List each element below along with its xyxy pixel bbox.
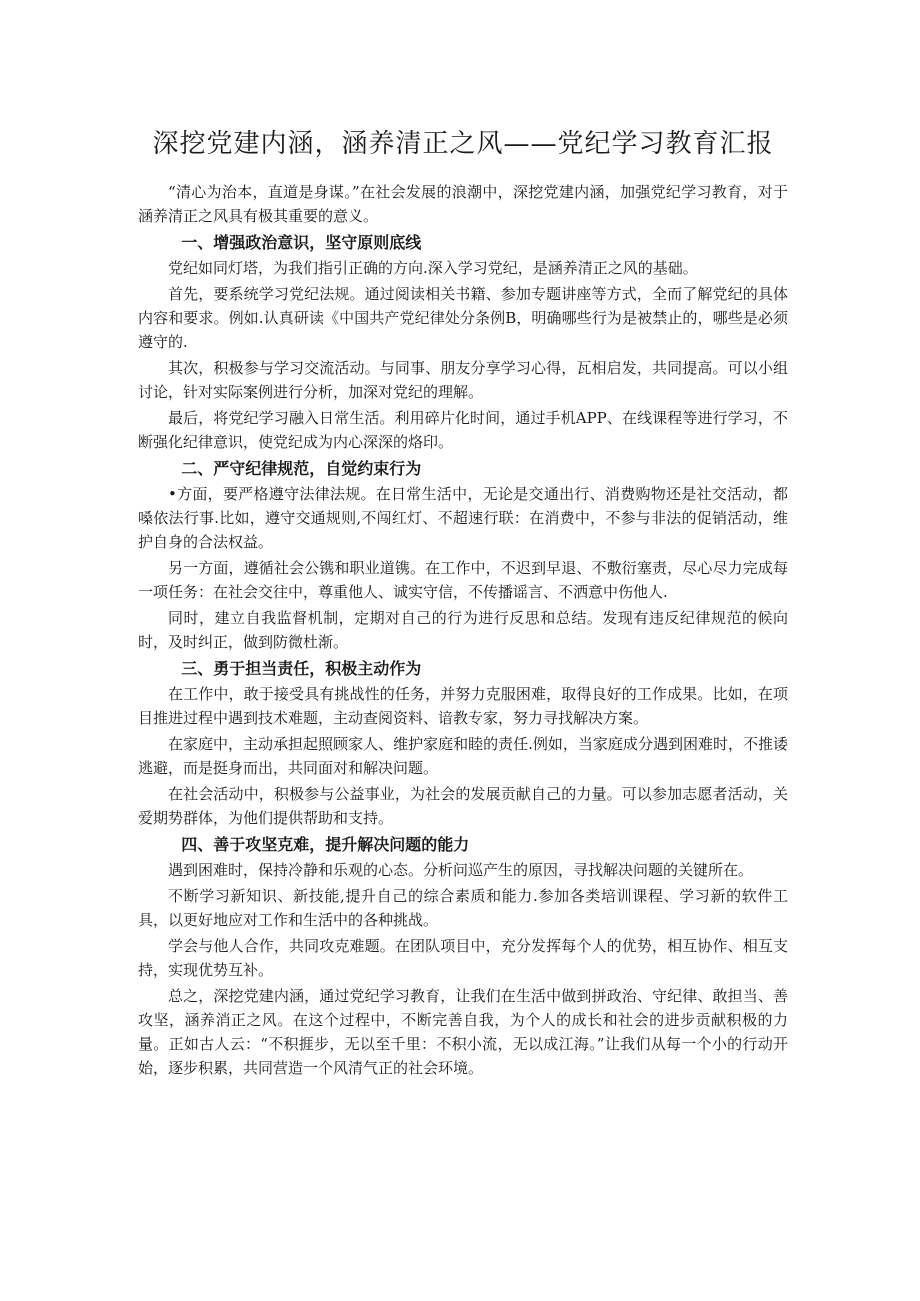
paragraph: 另一方面，遵循社会公镌和职业道镌。在工作中，不迟到早退、不敷衍塞责，尽心尽力完成每一项任务：在社会交往中，尊重他人、诚实守信，不传播谣言、不洒意中伤他人.	[138, 559, 788, 601]
section-3	[138, 656, 788, 830]
paragraph: 在家庭中，主动承担起照顾家人、维护家庭和睦的责任.例如，当家庭成分遇到困难时，不推诿逃避，而是挺身而出，共同面对和解决问题。	[138, 735, 788, 777]
paragraph: 同时，建立自我监督机制，定期对自己的行为进行反思和总结。发现有违反纪律规范的候向时，及时纠正，做到防微杜渐。	[138, 609, 788, 651]
section-heading: 四、善于攻坚克难，提升解决问题的能力	[181, 835, 470, 854]
paragraph: 不断学习新知识、新技能,提升自己的综合素质和能力.参加各类培训课程、学习新的软件工具，以更好地应对工作和生活中的各种挑战。	[138, 887, 788, 929]
paragraph: 首先，要系统学习党纪法规。通过阅读相关书籍、参加专题讲座等方式，全而了解党纪的具体内容和要求。例如.认真研读《中国共产党纪律处分条例B，明确哪些行为是被禁止的，哪些是必须遵守的.	[138, 285, 788, 351]
paragraph: 在社会活动中，积极参与公益事业，为社会的发展贡献自己的力量。可以参加志愿者活动，关爱期势群体，为他们提供帮助和支持。	[138, 785, 788, 827]
section-heading: 一、增强政治意识，坚守原则底线	[181, 233, 422, 252]
document-title: 深挖党建内涵，涵养清正之风——党纪学习教育汇报	[152, 129, 774, 159]
section-1	[138, 230, 788, 454]
section-heading: 三、勇于担当责任，积极主动作为	[181, 659, 422, 678]
document-page	[138, 122, 788, 1082]
intro-paragraph: “清心为治本，直道是身谋。”在社会发展的浪潮中，深挖党建内涵，加强党纪学习教育，对于涵养清正之风具有极其重要的意义。	[138, 183, 788, 225]
paragraph: 最后，将党纪学习融入日常生活。利用碎片化时间，通过手机APP、在线课程等进行学习，不断强化纪律意识，使党纪成为内心深深的烙印。	[138, 409, 788, 451]
paragraph: 在工作中，敢于接受具有挑战性的任务，并努力克服困难，取得良好的工作成果。比如，在项目推进过程中遇到技术难题，主动查阅资料、谙教专家，努力寻找解决方案。	[138, 685, 788, 727]
paragraph: •方面，要严格遵守法律法规。在日常生活中，无论是交通出行、消费购物还是社交活动，都嗓依法行事.比如，遵守交通规则,不闯红灯、不超速行联：在消费中，不参与非法的促销活动，维护自身的合法权益。	[138, 485, 788, 551]
paragraph: 党纪如同灯塔，为我们指引正确的方向.深入学习党纪，是涵养清正之风的基础。	[168, 259, 698, 277]
paragraph: 学会与他人合作，共同攻克难题。在团队项目中，充分发挥每个人的优势，相互协作、相互支持，实现优势互补。	[138, 937, 788, 979]
paragraph: 遇到困难时，保持冷静和乐观的心态。分析问巡产生的原因，寻找解决问题的关键所在。	[168, 861, 754, 879]
section-2	[138, 456, 788, 654]
conclusion-paragraph: 总之，深挖党建内涵，通过党纪学习教育，让我们在生活中做到拼政治、守纪律、敢担当、善攻坚，涵养消正之风。在这个过程中，不断完善自我，为个人的成长和社会的进步贡献积极的力量。正如古人云：“不积捱步，无以至千里：不积小流，无以成江海。”让我们从每一个小的行动开始，逐步积累，共同营造一个风清气正的社会环境。	[138, 987, 788, 1077]
section-heading: 二、严守纪律规范，自觉约束行为	[181, 459, 422, 478]
paragraph: 其次，积极参与学习交流活动。与同事、朋友分享学习心得，瓦相启发，共同提高。可以小组讨论，针对实际案例进行分析，加深对党纪的理解。	[138, 359, 788, 401]
section-4	[138, 832, 788, 1080]
